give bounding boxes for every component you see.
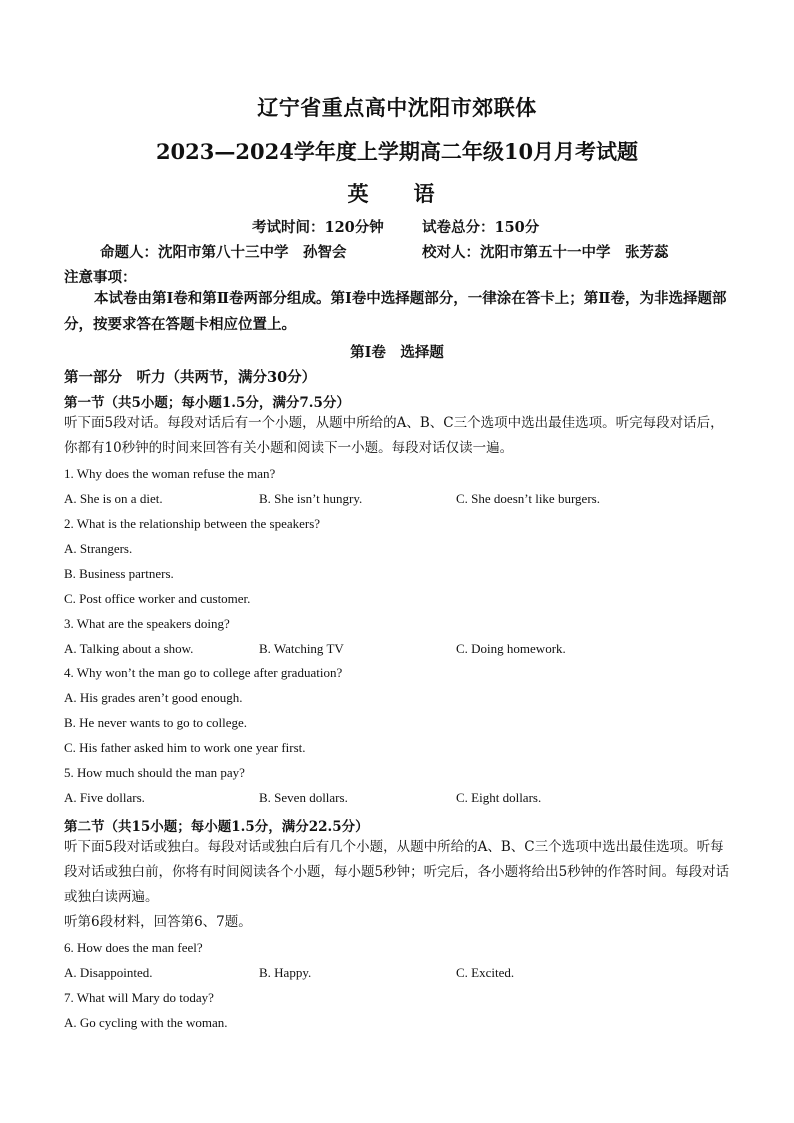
q1-option-c: C. She doesn’t like burgers. [456, 491, 600, 506]
q1-option-b: B. She isn’t hungry. [259, 491, 363, 506]
subject-title: 英 语 [347, 181, 447, 206]
q2-option-b: B. Business partners. [64, 566, 174, 581]
q6-option-c: C. Excited. [456, 965, 515, 980]
section1-instructions: 听下面5段对话。每段对话后有一个小题，从题中所给的A、B、C三个选项中选出最佳选项。听完每段对话后，你都有10秒钟的时间来回答有关小题和阅读下一小题。每段对话仅读一遍。 [64, 415, 724, 456]
exam-title-line2: 2023—2024学年度上学期高二年级10月月考试题 [155, 139, 639, 164]
q6-option-b: B. Happy. [259, 965, 312, 980]
q5-option-a: A. Five dollars. [64, 790, 145, 805]
author: 命题人：沈阳市第八十三中学 孙智会 [100, 244, 347, 261]
material-6-note: 听第6段材料，回答第6、7题。 [64, 914, 252, 930]
q2-option-c: C. Post office worker and customer. [64, 591, 251, 606]
q6-option-a: A. Disappointed. [64, 965, 153, 980]
q4-option-c: C. His father asked him to work one year first. [64, 740, 306, 755]
section2-title: 第二节（共15小题；每小题1.5分，满分22.5分） [64, 819, 369, 835]
q3-option-b: B. Watching TV [259, 641, 344, 656]
q2-option-a: A. Strangers. [64, 541, 133, 556]
notes-text: 本试卷由第Ⅰ卷和第Ⅱ卷两部分组成。第Ⅰ卷中选择题部分，一律涂在答卡上；第Ⅱ卷，为非选择题部分，按要求答在答题卡相应位置上。 [64, 290, 727, 333]
q5-option-b: B. Seven dollars. [259, 790, 348, 805]
q4-option-a: A. His grades aren’t good enough. [64, 690, 243, 705]
proofreader: 校对人：沈阳市第五十一中学 张芳蕊 [422, 244, 669, 261]
q3-option-c: C. Doing homework. [456, 641, 566, 656]
question-5: 5. How much should the man pay? [64, 765, 245, 780]
volume-title: 第Ⅰ卷 选择题 [350, 344, 444, 361]
question-1: 1. Why does the woman refuse the man? [64, 466, 276, 481]
q3-option-a: A. Talking about a show. [64, 641, 194, 656]
q1-option-a: A. She is on a diet. [64, 491, 163, 506]
section2-instructions: 听下面5段对话或独白。每段对话或独白后有几个小题，从题中所给的A、B、C三个选项中选出最佳选项。听每段对话或独白前，你将有时间阅读各个小题，每小题5秒钟；听完后，各小题将给出5秒钟的作答时间。每段对话或独白读两遍。 [64, 839, 730, 905]
total-score: 试卷总分：150分 [422, 219, 540, 236]
question-6: 6. How does the man feel? [64, 940, 203, 955]
section1-title: 第一节（共5小题；每小题1.5分，满分7.5分） [64, 395, 350, 411]
part1-title: 第一部分 听力（共两节，满分30分） [64, 369, 317, 386]
question-2: 2. What is the relationship between the speakers? [64, 516, 321, 531]
exam-time: 考试时间：120分钟 [252, 219, 384, 236]
q7-option-a: A. Go cycling with the woman. [64, 1015, 228, 1030]
notes-heading: 注意事项： [64, 269, 137, 286]
question-3: 3. What are the speakers doing? [64, 616, 230, 631]
q5-option-c: C. Eight dollars. [456, 790, 542, 805]
question-4: 4. Why won’t the man go to college after graduation? [64, 665, 343, 680]
question-7: 7. What will Mary do today? [64, 990, 214, 1005]
exam-title-line1: 辽宁省重点高中沈阳市郊联体 [257, 95, 537, 120]
q4-option-b: B. He never wants to go to college. [64, 715, 248, 730]
